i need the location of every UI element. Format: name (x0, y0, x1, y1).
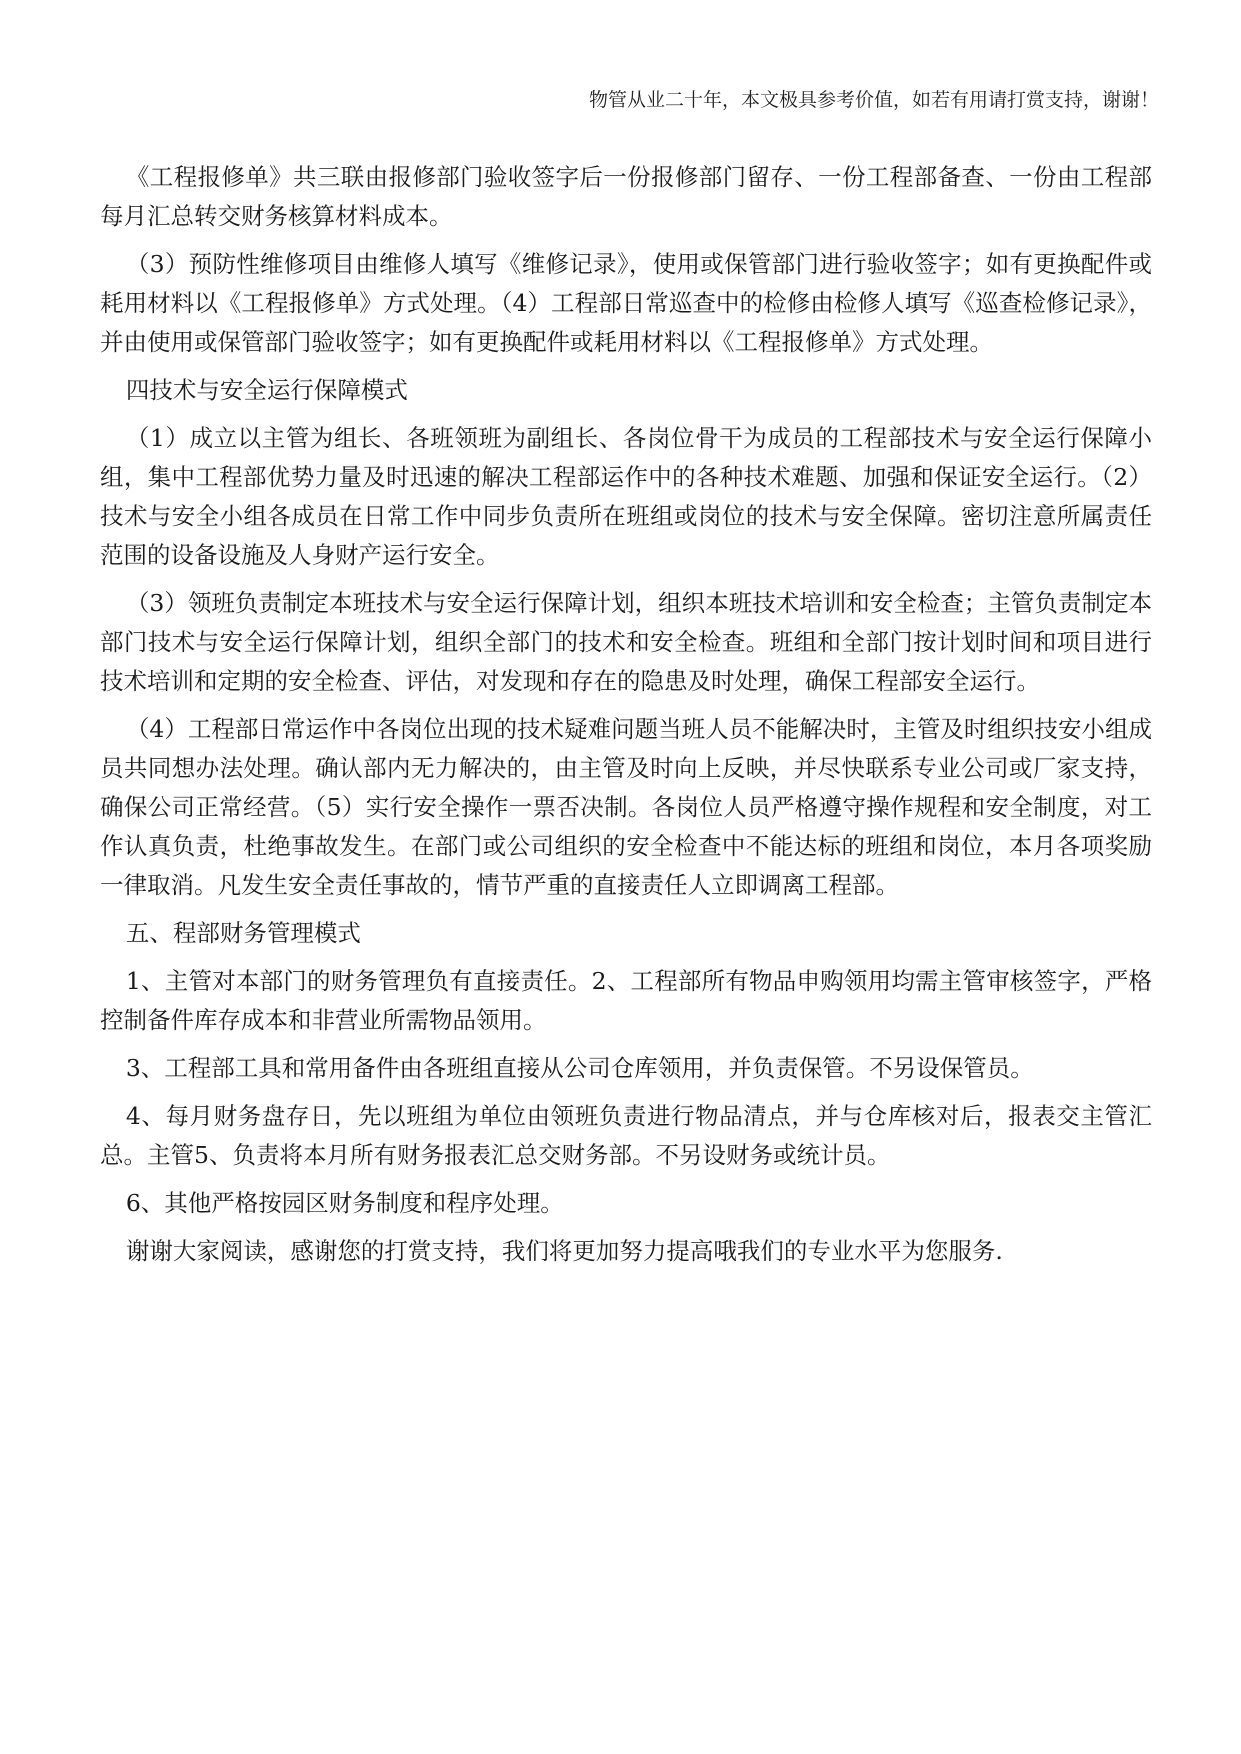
section-heading-finance: 五、程部财务管理模式 (125, 919, 361, 947)
paragraph-repair-form: 《工程报修单》共三联由报修部门验收签字后一份报修部门留存、一份工程部备查、一份由工程部每月汇总转交财务核算材料成本。 (100, 163, 1152, 230)
paragraph-safety-plan: （3）领班负责制定本班技术与安全运行保障计划，组织本班技术培训和安全检查；主管负责制定本部门技术与安全运行保障计划，组织全部门的技术和安全检查。班组和全部门按计划时间和项目进行技术培训和定期的安全检查、评估，对发现和存在的隐患及时处理，确保工程部安全运行。 (100, 589, 1152, 695)
paragraph-technical-issues: （4）工程部日常运作中各岗位出现的技术疑难问题当班人员不能解决时，主管及时组织技安小组成员共同想办法处理。确认部内无力解决的，由主管及时向上反映，并尽快联系专业公司或厂家支持，确保公司正常经营。（5）实行安全操作一票否决制。各岗位人员严格遵守操作规程和安全制度，对工作认真负责，杜绝事故发生。在部门或公司组织的安全检查中不能达标的班组和岗位，本月各项奖励一律取消。凡发生安全责任事故的，情节严重的直接责任人立即调离工程部。 (100, 715, 1152, 899)
header-note: 物管从业二十年，本文极具参考价值，如若有用请打赏支持，谢谢！ (588, 89, 1159, 111)
section-heading-technical-safety: 四技术与安全运行保障模式 (125, 376, 408, 404)
paragraph-safety-team: （1）成立以主管为组长、各班领班为副组长、各岗位骨干为成员的工程部技术与安全运行保障小组，集中工程部优势力量及时迅速的解决工程部运作中的各种技术难题、加强和保证安全运行。（2）技术与安全小组各成员在日常工作中同步负责所在班组或岗位的技术与安全保障。密切注意所属责任范围的设备设施及人身财产运行安全。 (100, 424, 1152, 569)
paragraph-finance-responsibility: 1、主管对本部门的财务管理负有直接责任。2、工程部所有物品申购领用均需主管审核签字，严格控制备件库存成本和非营业所需物品领用。 (100, 967, 1152, 1034)
paragraph-tools-storage: 3、工程部工具和常用备件由各班组直接从公司仓库领用，并负责保管。不另设保管员。 (125, 1054, 1034, 1082)
paragraph-preventive-maintenance: （3）预防性维修项目由维修人填写《维修记录》，使用或保管部门进行验收签字；如有更换配件或耗用材料以《工程报修单》方式处理。（4）工程部日常巡查中的检修由检修人填写《巡查检修记录》，并由使用或保管部门验收签字；如有更换配件或耗用材料以《工程报修单》方式处理。 (100, 250, 1152, 356)
paragraph-other-rules: 6、其他严格按园区财务制度和程序处理。 (125, 1189, 564, 1217)
paragraph-thanks: 谢谢大家阅读，感谢您的打赏支持，我们将更加努力提高哦我们的专业水平为您服务. (125, 1237, 1003, 1265)
document-body (100, 158, 1152, 1280)
paragraph-inventory: 4、每月财务盘存日，先以班组为单位由领班负责进行物品清点，并与仓库核对后，报表交主管汇总。主管5、负责将本月所有财务报表汇总交财务部。不另设财务或统计员。 (100, 1102, 1152, 1169)
